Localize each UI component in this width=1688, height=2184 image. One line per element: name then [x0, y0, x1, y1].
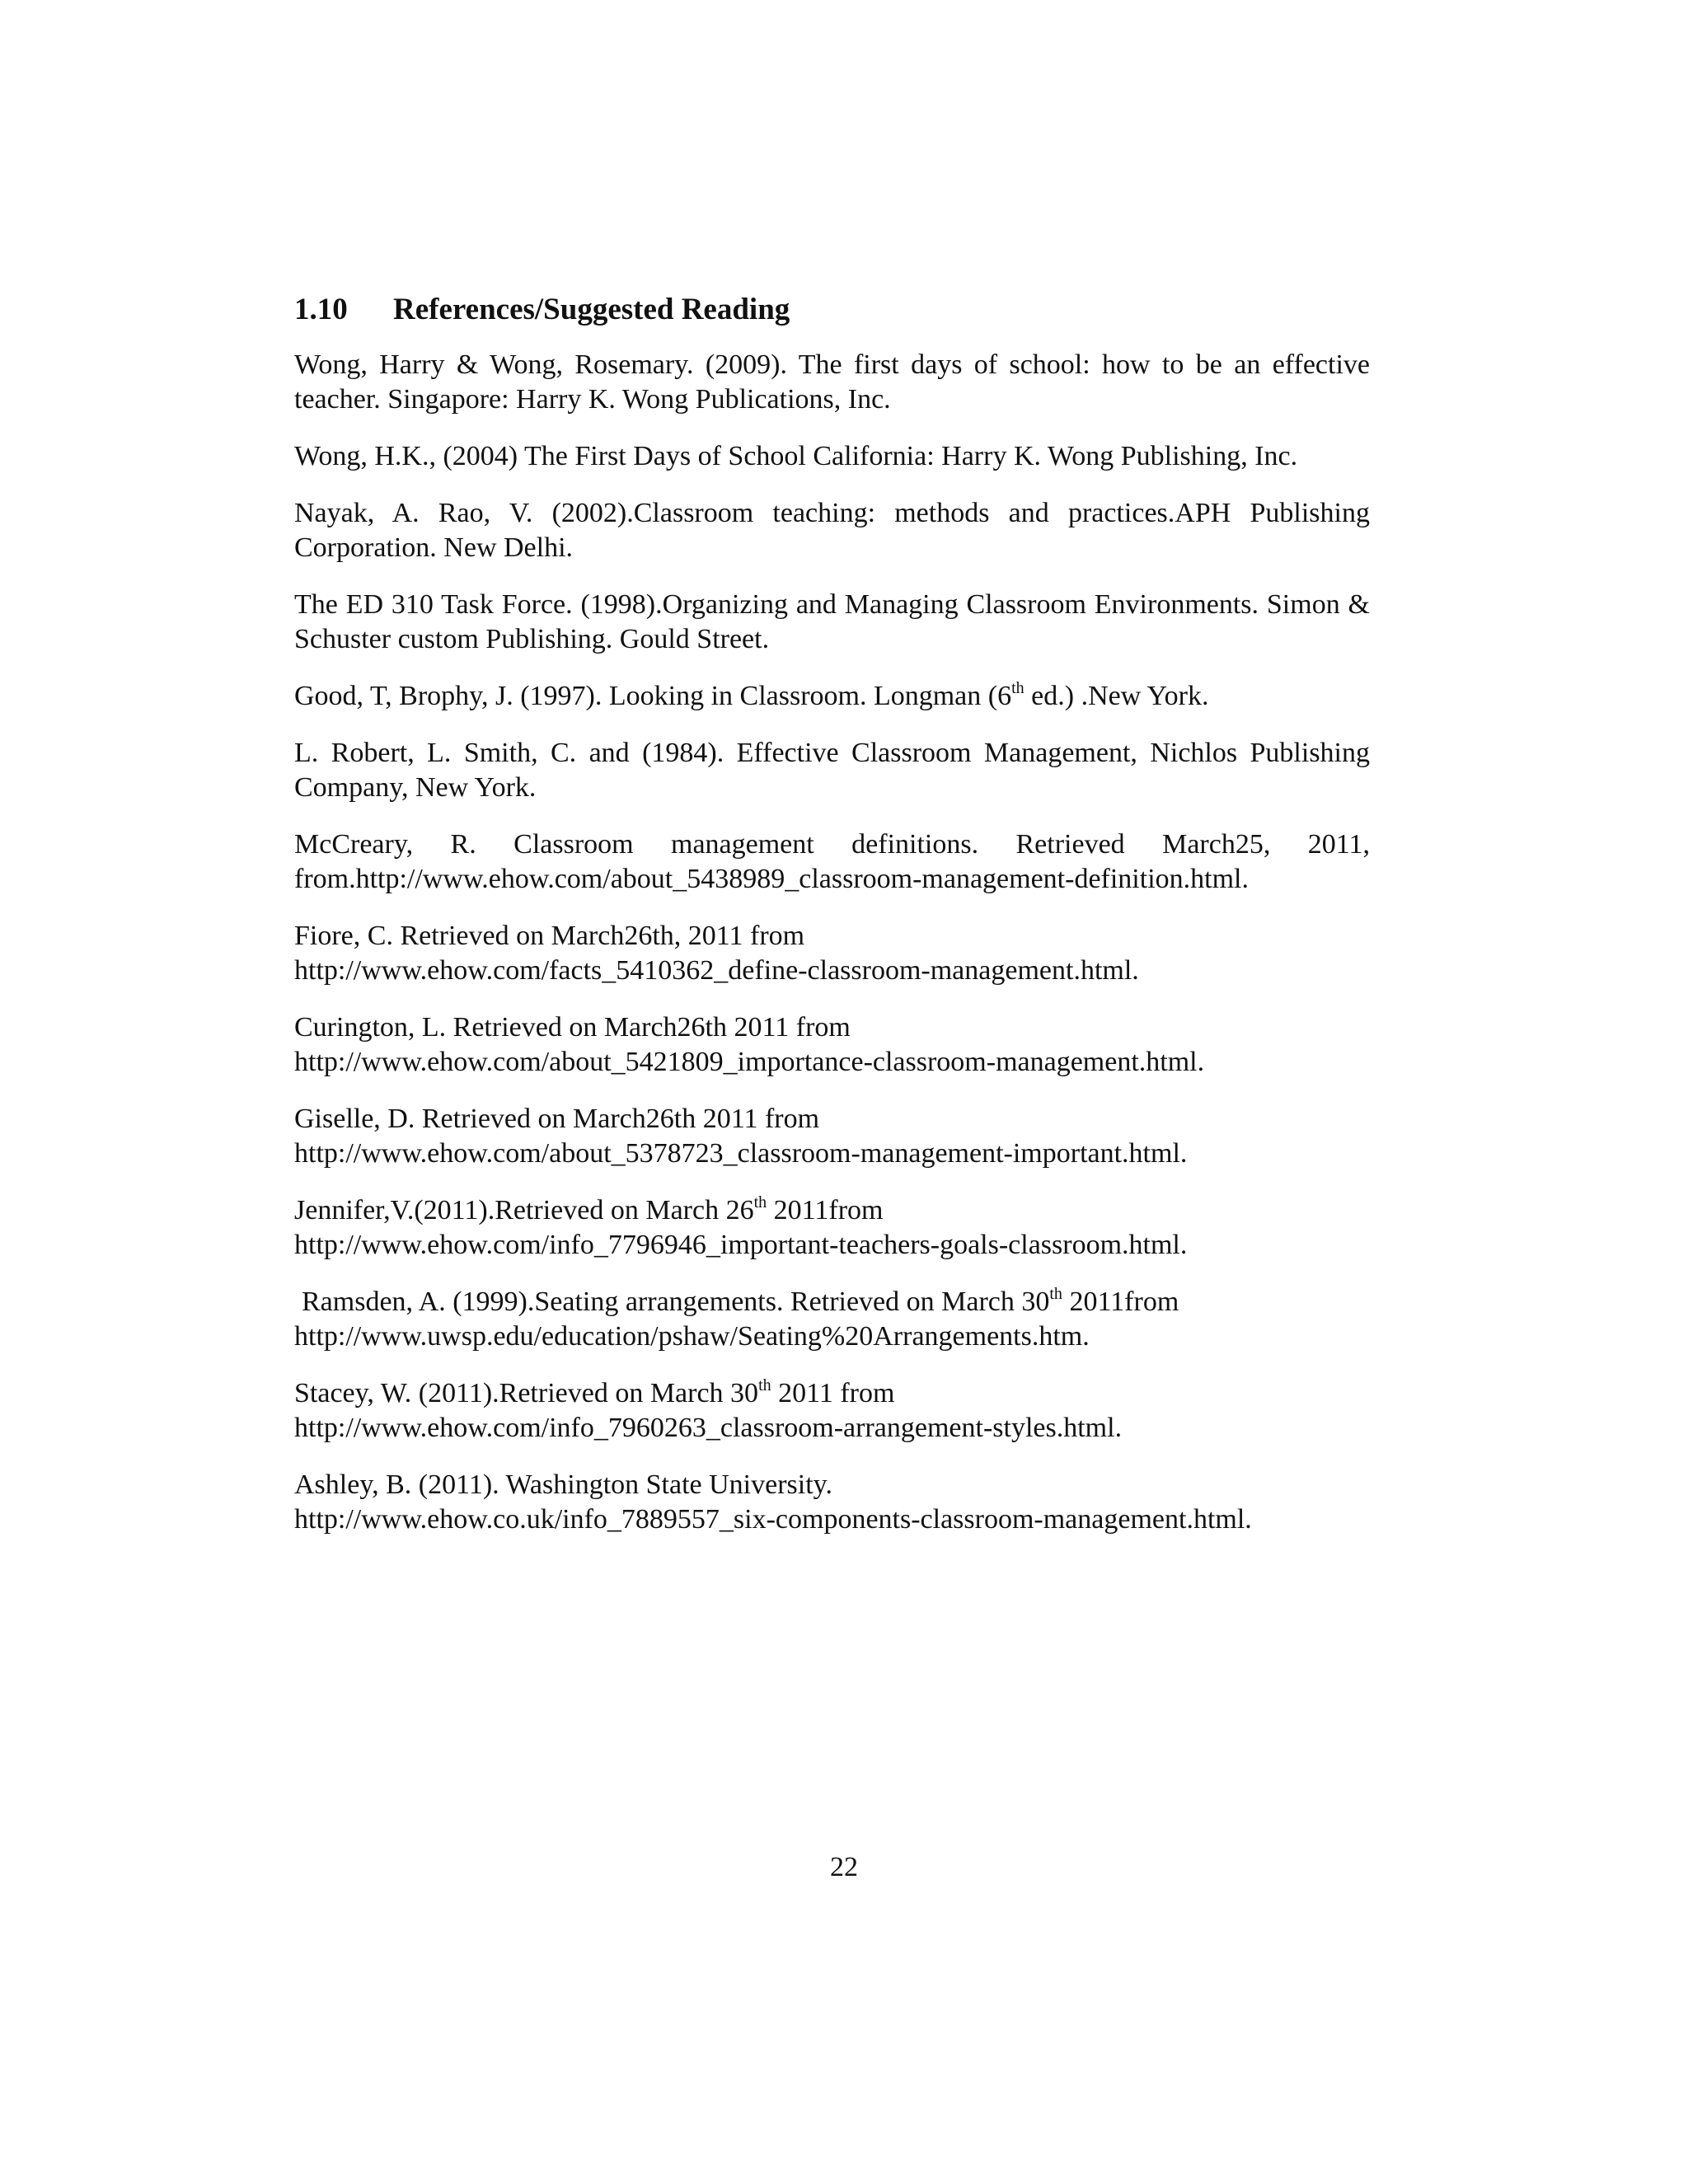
reference-entry	[294, 1468, 1370, 1537]
reference-entry	[294, 588, 1370, 657]
section-heading	[294, 290, 1370, 330]
reference-entry	[294, 496, 1370, 565]
reference-text: Good, T, Brophy, J. (1997). Looking in Classroom. Longman (6	[294, 681, 1012, 711]
reference-url: http://www.uwsp.edu/education/pshaw/Seating%20Arrangements.htm.	[294, 1321, 1090, 1352]
reference-line: Fiore, C. Retrieved on March26th, 2011 from	[294, 921, 805, 951]
reference-text: Ramsden, A. (1999).Seating arrangements. Retrieved on March 30	[302, 1286, 1050, 1317]
reference-text: ed.) .New York.	[1024, 681, 1209, 711]
reference-text: Wong, H.K., (2004) The First Days of School California: Harry K. Wong Publishing, Inc.	[294, 441, 1298, 471]
reference-url: http://www.ehow.com/info_7796946_important-teachers-goals-classroom.html.	[294, 1230, 1188, 1260]
reference-line	[294, 679, 1370, 714]
reference-text: Wong, Harry & Wong, Rosemary. (2009). The first days of school: how to be an effective teacher. Singapore: Harry K. Wong Publications, Inc.	[294, 349, 1370, 415]
reference-text: 2011from	[1062, 1286, 1179, 1317]
reference-text: L. Robert, L. Smith, C. and (1984). Effective Classroom Management, Nichlos Publishing Company, New York.	[294, 738, 1370, 803]
ordinal-superscript: th	[1049, 1285, 1062, 1303]
page-number: 22	[830, 1852, 858, 1882]
reference-entry	[294, 1285, 1370, 1354]
section-number: 1.10	[294, 293, 348, 326]
reference-url: http://www.ehow.com/info_7960263_classroom-arrangement-styles.html.	[294, 1413, 1123, 1443]
reference-entry	[294, 1376, 1370, 1446]
reference-line: Curington, L. Retrieved on March26th 2011 from	[294, 1012, 851, 1043]
reference-text: Jennifer,V.(2011).Retrieved on March 26	[294, 1195, 754, 1226]
reference-line	[294, 1193, 1370, 1228]
ordinal-superscript: th	[758, 1376, 771, 1394]
reference-entry	[294, 1193, 1370, 1263]
reference-entry	[294, 439, 1370, 474]
reference-line: McCreary, R. Classroom management definitions. Retrieved March25, 2011,	[294, 829, 1370, 860]
references-section	[294, 290, 1370, 1559]
reference-entry	[294, 736, 1370, 805]
reference-entry	[294, 1102, 1370, 1171]
reference-line: Giselle, D. Retrieved on March26th 2011 from	[294, 1104, 820, 1134]
reference-text: Nayak, A. Rao, V. (2002).Classroom teaching: methods and practices.APH Publishing Corporation. New Delhi.	[294, 498, 1370, 563]
reference-url: http://www.ehow.com/facts_5410362_define-classroom-management.html.	[294, 955, 1139, 986]
reference-text: Stacey, W. (2011).Retrieved on March 30	[294, 1378, 759, 1408]
reference-url: http://www.ehow.com/about_5378723_classroom-management-important.html.	[294, 1138, 1188, 1169]
reference-url: from.http://www.ehow.com/about_5438989_classroom-management-definition.html.	[294, 864, 1249, 894]
ordinal-superscript: th	[753, 1193, 767, 1212]
reference-line	[294, 1285, 1370, 1319]
reference-text: 2011 from	[771, 1378, 895, 1408]
reference-text: The ED 310 Task Force. (1998).Organizing and Managing Classroom Environments. Simon & Schuster custom Publishing. Gould Street.	[294, 589, 1370, 654]
reference-text: 2011from	[767, 1195, 884, 1226]
reference-line	[294, 1376, 1370, 1411]
reference-url: http://www.ehow.co.uk/info_7889557_six-components-classroom-management.html.	[294, 1504, 1252, 1535]
reference-entry	[294, 1010, 1370, 1080]
reference-entry	[294, 679, 1370, 714]
reference-entry	[294, 919, 1370, 988]
reference-entry	[294, 827, 1370, 897]
reference-line: Ashley, B. (2011). Washington State University.	[294, 1469, 832, 1500]
reference-entry	[294, 348, 1370, 417]
section-title: References/Suggested Reading	[393, 293, 790, 326]
ordinal-superscript: th	[1011, 679, 1025, 697]
reference-url: http://www.ehow.com/about_5421809_importance-classroom-management.html.	[294, 1047, 1205, 1077]
